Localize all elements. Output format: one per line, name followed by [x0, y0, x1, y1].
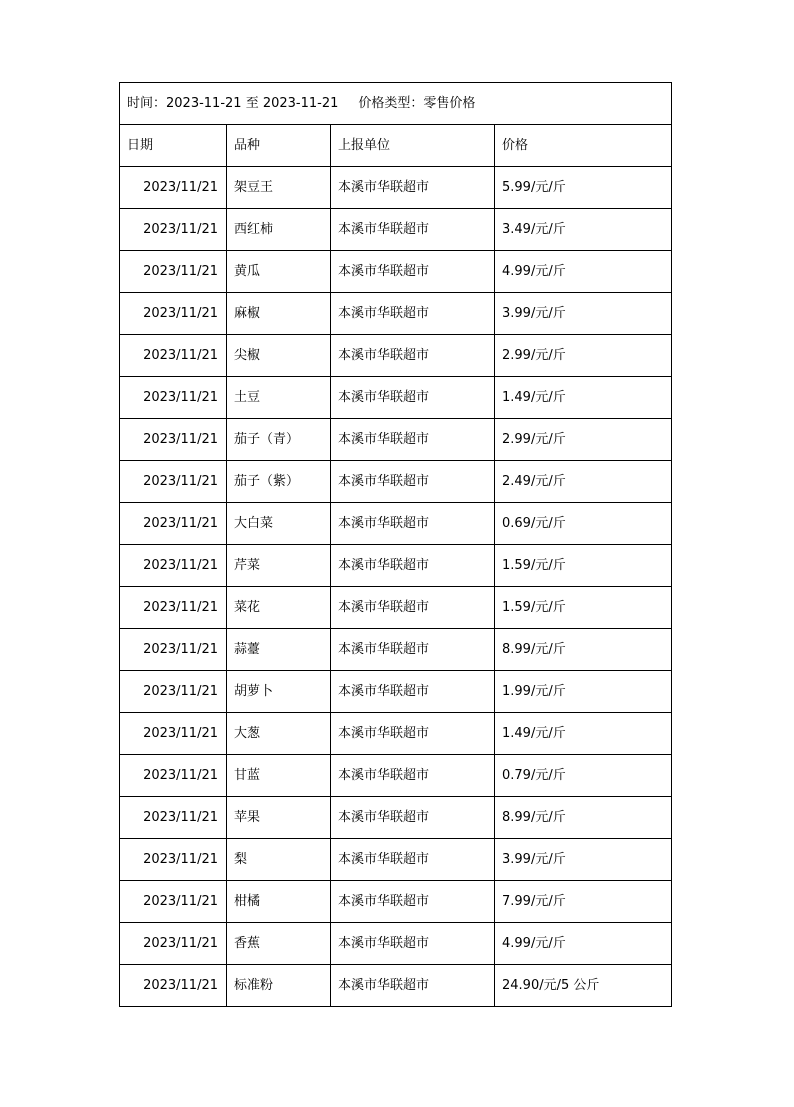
row-variety: 香蕉: [227, 923, 331, 965]
row-date: 2023/11/21: [120, 671, 227, 713]
table-row: [120, 587, 672, 629]
row-unit: 本溪市华联超市: [331, 335, 495, 377]
table-row: [120, 167, 672, 209]
row-unit: 本溪市华联超市: [331, 965, 495, 1007]
table-row: [120, 923, 672, 965]
row-unit: 本溪市华联超市: [331, 545, 495, 587]
table-row: [120, 503, 672, 545]
row-variety: 西红柿: [227, 209, 331, 251]
row-price: 2.49/元/斤: [495, 461, 672, 503]
row-date: 2023/11/21: [120, 545, 227, 587]
row-variety: 架豆王: [227, 167, 331, 209]
row-price: 8.99/元/斤: [495, 629, 672, 671]
row-unit: 本溪市华联超市: [331, 167, 495, 209]
row-price: 1.49/元/斤: [495, 377, 672, 419]
row-price: 1.99/元/斤: [495, 671, 672, 713]
row-unit: 本溪市华联超市: [331, 713, 495, 755]
row-price: 8.99/元/斤: [495, 797, 672, 839]
row-date: 2023/11/21: [120, 251, 227, 293]
row-price: 24.90/元/5 公斤: [495, 965, 672, 1007]
row-price: 0.69/元/斤: [495, 503, 672, 545]
table-row: [120, 293, 672, 335]
column-header-variety: 品种: [227, 125, 331, 167]
table-row: [120, 377, 672, 419]
table-row: [120, 755, 672, 797]
row-unit: 本溪市华联超市: [331, 461, 495, 503]
price-type-label: 价格类型：: [358, 95, 424, 111]
row-unit: 本溪市华联超市: [331, 671, 495, 713]
row-unit: 本溪市华联超市: [331, 923, 495, 965]
row-price: 3.49/元/斤: [495, 209, 672, 251]
price-type-value: 零售价格: [423, 95, 476, 111]
table-row: [120, 209, 672, 251]
row-variety: 黄瓜: [227, 251, 331, 293]
row-date: 2023/11/21: [120, 335, 227, 377]
row-price: 3.99/元/斤: [495, 293, 672, 335]
row-date: 2023/11/21: [120, 755, 227, 797]
header-info-cell: [120, 83, 672, 125]
row-variety: 大葱: [227, 713, 331, 755]
header-info-row: [120, 83, 672, 125]
row-price: 2.99/元/斤: [495, 419, 672, 461]
row-date: 2023/11/21: [120, 461, 227, 503]
table-row: [120, 461, 672, 503]
row-date: 2023/11/21: [120, 713, 227, 755]
table-row: [120, 419, 672, 461]
column-header-date: 日期: [120, 125, 227, 167]
row-date: 2023/11/21: [120, 209, 227, 251]
row-unit: 本溪市华联超市: [331, 293, 495, 335]
row-unit: 本溪市华联超市: [331, 839, 495, 881]
row-date: 2023/11/21: [120, 839, 227, 881]
time-range: 2023-11-21 至 2023-11-21: [166, 95, 339, 111]
table-row: [120, 965, 672, 1007]
row-date: 2023/11/21: [120, 923, 227, 965]
table-row: [120, 881, 672, 923]
row-date: 2023/11/21: [120, 587, 227, 629]
row-unit: 本溪市华联超市: [331, 587, 495, 629]
row-price: 7.99/元/斤: [495, 881, 672, 923]
row-date: 2023/11/21: [120, 629, 227, 671]
row-unit: 本溪市华联超市: [331, 251, 495, 293]
row-price: 1.59/元/斤: [495, 545, 672, 587]
row-unit: 本溪市华联超市: [331, 377, 495, 419]
row-price: 0.79/元/斤: [495, 755, 672, 797]
column-header-unit: 上报单位: [331, 125, 495, 167]
table-row: [120, 797, 672, 839]
row-variety: 蒜薹: [227, 629, 331, 671]
table-row: [120, 335, 672, 377]
row-variety: 尖椒: [227, 335, 331, 377]
row-price: 1.59/元/斤: [495, 587, 672, 629]
row-price: 3.99/元/斤: [495, 839, 672, 881]
row-date: 2023/11/21: [120, 965, 227, 1007]
row-variety: 茄子（紫）: [227, 461, 331, 503]
column-header-row: [120, 125, 672, 167]
table-row: [120, 671, 672, 713]
row-price: 1.49/元/斤: [495, 713, 672, 755]
row-unit: 本溪市华联超市: [331, 629, 495, 671]
row-variety: 苹果: [227, 797, 331, 839]
row-date: 2023/11/21: [120, 503, 227, 545]
row-unit: 本溪市华联超市: [331, 209, 495, 251]
row-unit: 本溪市华联超市: [331, 503, 495, 545]
row-variety: 麻椒: [227, 293, 331, 335]
row-variety: 甘蓝: [227, 755, 331, 797]
column-header-price: 价格: [495, 125, 672, 167]
row-variety: 土豆: [227, 377, 331, 419]
table-row: [120, 251, 672, 293]
table-row: [120, 713, 672, 755]
row-date: 2023/11/21: [120, 377, 227, 419]
row-variety: 菜花: [227, 587, 331, 629]
row-unit: 本溪市华联超市: [331, 755, 495, 797]
row-price: 5.99/元/斤: [495, 167, 672, 209]
row-variety: 标准粉: [227, 965, 331, 1007]
row-unit: 本溪市华联超市: [331, 797, 495, 839]
row-date: 2023/11/21: [120, 167, 227, 209]
table-row: [120, 629, 672, 671]
time-label: 时间：: [127, 95, 167, 111]
price-table: [119, 82, 672, 1007]
row-date: 2023/11/21: [120, 419, 227, 461]
row-price: 4.99/元/斤: [495, 923, 672, 965]
row-unit: 本溪市华联超市: [331, 419, 495, 461]
row-variety: 柑橘: [227, 881, 331, 923]
row-date: 2023/11/21: [120, 293, 227, 335]
row-unit: 本溪市华联超市: [331, 881, 495, 923]
row-price: 4.99/元/斤: [495, 251, 672, 293]
row-date: 2023/11/21: [120, 881, 227, 923]
row-variety: 梨: [227, 839, 331, 881]
row-variety: 芹菜: [227, 545, 331, 587]
table-row: [120, 545, 672, 587]
row-price: 2.99/元/斤: [495, 335, 672, 377]
row-date: 2023/11/21: [120, 797, 227, 839]
row-variety: 胡萝卜: [227, 671, 331, 713]
row-variety: 茄子（青）: [227, 419, 331, 461]
table-body: [120, 83, 672, 1007]
row-variety: 大白菜: [227, 503, 331, 545]
table-row: [120, 839, 672, 881]
